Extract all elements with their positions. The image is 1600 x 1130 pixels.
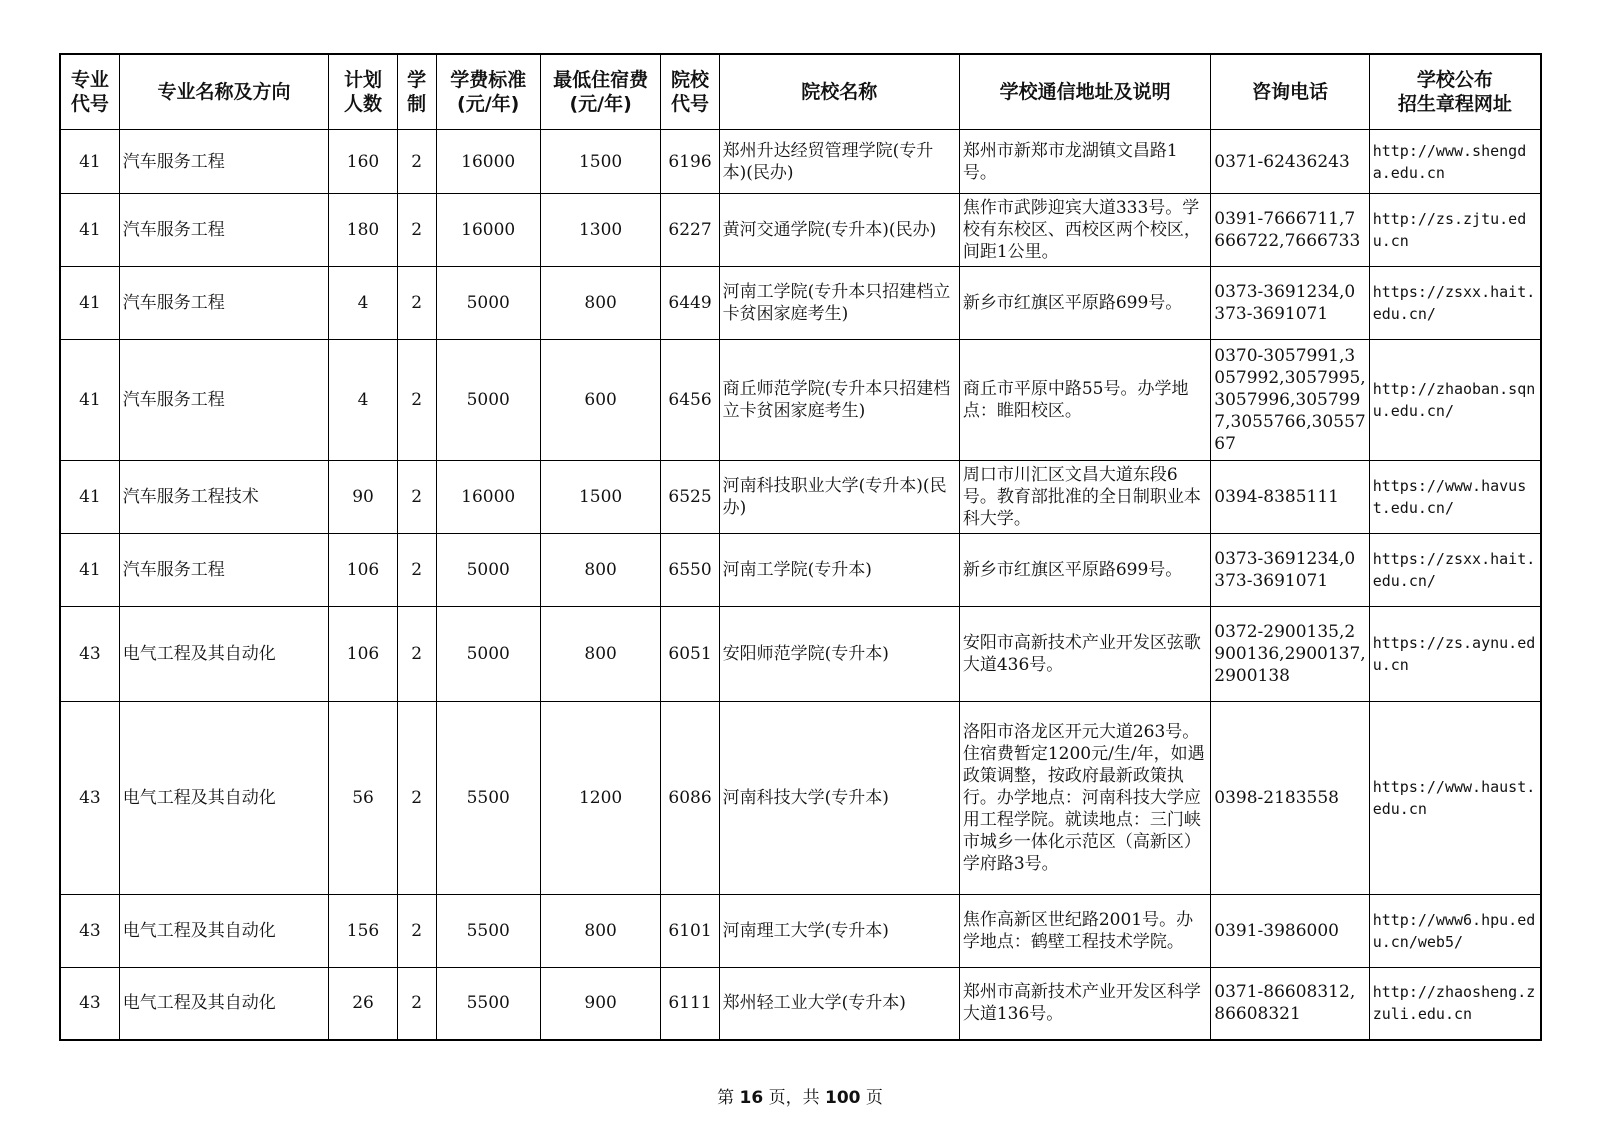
footer-prefix: 第 [717, 1088, 740, 1108]
tuition-cell: 16000 [436, 194, 540, 267]
school-code-cell: 6101 [661, 895, 719, 968]
header-cell: 专业名称及方向 [119, 54, 329, 130]
major-name-cell: 汽车服务工程 [119, 130, 329, 194]
dorm-fee-cell: 1300 [540, 194, 661, 267]
plan-count-cell: 4 [329, 340, 397, 461]
table-row [60, 968, 1541, 1040]
table-body [60, 130, 1541, 1040]
admissions-table [59, 53, 1542, 1041]
table-row [60, 461, 1541, 534]
footer-total-pages: 100 [824, 1088, 861, 1108]
school-code-cell: 6449 [661, 267, 719, 340]
dorm-fee-cell: 600 [540, 340, 661, 461]
plan-count-cell: 56 [329, 702, 397, 895]
url-cell: https://zsxx.hait.edu.cn/ [1369, 267, 1541, 340]
school-code-cell: 6227 [661, 194, 719, 267]
table-row [60, 194, 1541, 267]
address-cell: 洛阳市洛龙区开元大道263号。住宿费暂定1200元/生/年，如遇政策调整，按政府最新政策执行。办学地点：河南科技大学应用工程学院。就读地点：三门峡市城乡一体化示范区（高新区）学府路3号。 [959, 702, 1210, 895]
footer-page-number: 16 [739, 1088, 764, 1108]
school-name-cell: 商丘师范学院(专升本只招建档立卡贫困家庭考生) [719, 340, 959, 461]
table-row [60, 130, 1541, 194]
school-name-cell: 郑州升达经贸管理学院(专升本)(民办) [719, 130, 959, 194]
school-code-cell: 6550 [661, 534, 719, 607]
address-cell: 安阳市高新技术产业开发区弦歌大道436号。 [959, 607, 1210, 702]
school-name-cell: 安阳师范学院(专升本) [719, 607, 959, 702]
header-cell: 学校公布 招生章程网址 [1369, 54, 1541, 130]
phone-cell: 0398-2183558 [1211, 702, 1369, 895]
dorm-fee-cell: 900 [540, 968, 661, 1040]
major-code-cell: 41 [60, 534, 119, 607]
school-name-cell: 郑州轻工业大学(专升本) [719, 968, 959, 1040]
plan-count-cell: 26 [329, 968, 397, 1040]
address-cell: 郑州市新郑市龙湖镇文昌路1号。 [959, 130, 1210, 194]
header-cell: 学 制 [397, 54, 436, 130]
table-row [60, 267, 1541, 340]
duration-cell: 2 [397, 130, 436, 194]
major-code-cell: 41 [60, 340, 119, 461]
school-name-cell: 黄河交通学院(专升本)(民办) [719, 194, 959, 267]
phone-cell: 0373-3691234,0373-3691071 [1211, 534, 1369, 607]
phone-cell: 0391-7666711,7666722,7666733 [1211, 194, 1369, 267]
footer-suffix: 页 [860, 1088, 883, 1108]
address-cell: 焦作市武陟迎宾大道333号。学校有东校区、西校区两个校区，间距1公里。 [959, 194, 1210, 267]
school-name-cell: 河南理工大学(专升本) [719, 895, 959, 968]
major-code-cell: 41 [60, 194, 119, 267]
header-cell: 院校 代号 [661, 54, 719, 130]
dorm-fee-cell: 800 [540, 607, 661, 702]
plan-count-cell: 106 [329, 534, 397, 607]
school-code-cell: 6456 [661, 340, 719, 461]
dorm-fee-cell: 800 [540, 895, 661, 968]
major-name-cell: 汽车服务工程 [119, 194, 329, 267]
tuition-cell: 5500 [436, 702, 540, 895]
phone-cell: 0371-62436243 [1211, 130, 1369, 194]
header-cell: 最低住宿费 (元/年) [540, 54, 661, 130]
tuition-cell: 5500 [436, 968, 540, 1040]
address-cell: 周口市川汇区文昌大道东段6号。教育部批准的全日制职业本科大学。 [959, 461, 1210, 534]
duration-cell: 2 [397, 267, 436, 340]
plan-count-cell: 160 [329, 130, 397, 194]
phone-cell: 0372-2900135,2900136,2900137,2900138 [1211, 607, 1369, 702]
footer-middle: 页，共 [763, 1088, 825, 1108]
tuition-cell: 5500 [436, 895, 540, 968]
major-code-cell: 41 [60, 267, 119, 340]
header-cell: 学校通信地址及说明 [959, 54, 1210, 130]
header-cell: 专业 代号 [60, 54, 119, 130]
plan-count-cell: 156 [329, 895, 397, 968]
plan-count-cell: 90 [329, 461, 397, 534]
phone-cell: 0370-3057991,3057992,3057995,3057996,3057997,3055766,3055767 [1211, 340, 1369, 461]
plan-count-cell: 4 [329, 267, 397, 340]
address-cell: 焦作高新区世纪路2001号。办学地点：鹤壁工程技术学院。 [959, 895, 1210, 968]
url-cell: https://zs.aynu.edu.cn [1369, 607, 1541, 702]
plan-count-cell: 106 [329, 607, 397, 702]
school-name-cell: 河南工学院(专升本只招建档立卡贫困家庭考生) [719, 267, 959, 340]
duration-cell: 2 [397, 461, 436, 534]
duration-cell: 2 [397, 194, 436, 267]
major-code-cell: 43 [60, 895, 119, 968]
address-cell: 郑州市高新技术产业开发区科学大道136号。 [959, 968, 1210, 1040]
major-name-cell: 汽车服务工程 [119, 267, 329, 340]
school-name-cell: 河南科技职业大学(专升本)(民办) [719, 461, 959, 534]
major-name-cell: 汽车服务工程技术 [119, 461, 329, 534]
phone-cell: 0371-86608312,86608321 [1211, 968, 1369, 1040]
dorm-fee-cell: 1200 [540, 702, 661, 895]
dorm-fee-cell: 1500 [540, 130, 661, 194]
school-code-cell: 6111 [661, 968, 719, 1040]
table-row [60, 702, 1541, 895]
header-cell: 咨询电话 [1211, 54, 1369, 130]
header-cell: 院校名称 [719, 54, 959, 130]
duration-cell: 2 [397, 968, 436, 1040]
url-cell: http://zhaoban.sqnu.edu.cn/ [1369, 340, 1541, 461]
tuition-cell: 16000 [436, 461, 540, 534]
duration-cell: 2 [397, 340, 436, 461]
major-name-cell: 电气工程及其自动化 [119, 968, 329, 1040]
tuition-cell: 5000 [436, 340, 540, 461]
dorm-fee-cell: 800 [540, 267, 661, 340]
major-name-cell: 汽车服务工程 [119, 340, 329, 461]
url-cell: https://www.havust.edu.cn/ [1369, 461, 1541, 534]
phone-cell: 0391-3986000 [1211, 895, 1369, 968]
url-cell: https://zsxx.hait.edu.cn/ [1369, 534, 1541, 607]
url-cell: http://www6.hpu.edu.cn/web5/ [1369, 895, 1541, 968]
address-cell: 商丘市平原中路55号。办学地点：睢阳校区。 [959, 340, 1210, 461]
header-cell: 学费标准 (元/年) [436, 54, 540, 130]
major-code-cell: 41 [60, 130, 119, 194]
url-cell: http://zs.zjtu.edu.cn [1369, 194, 1541, 267]
major-code-cell: 43 [60, 607, 119, 702]
dorm-fee-cell: 800 [540, 534, 661, 607]
table-row [60, 895, 1541, 968]
duration-cell: 2 [397, 702, 436, 895]
major-name-cell: 电气工程及其自动化 [119, 895, 329, 968]
url-cell: http://zhaosheng.zzuli.edu.cn [1369, 968, 1541, 1040]
major-name-cell: 电气工程及其自动化 [119, 702, 329, 895]
duration-cell: 2 [397, 895, 436, 968]
phone-cell: 0373-3691234,0373-3691071 [1211, 267, 1369, 340]
major-code-cell: 41 [60, 461, 119, 534]
school-code-cell: 6525 [661, 461, 719, 534]
url-cell: http://www.shengda.edu.cn [1369, 130, 1541, 194]
table-row [60, 607, 1541, 702]
school-name-cell: 河南工学院(专升本) [719, 534, 959, 607]
header-cell: 计划 人数 [329, 54, 397, 130]
tuition-cell: 16000 [436, 130, 540, 194]
major-name-cell: 电气工程及其自动化 [119, 607, 329, 702]
dorm-fee-cell: 1500 [540, 461, 661, 534]
major-code-cell: 43 [60, 968, 119, 1040]
school-code-cell: 6086 [661, 702, 719, 895]
plan-count-cell: 180 [329, 194, 397, 267]
url-cell: https://www.haust.edu.cn [1369, 702, 1541, 895]
header-row [60, 54, 1541, 130]
school-name-cell: 河南科技大学(专升本) [719, 702, 959, 895]
tuition-cell: 5000 [436, 534, 540, 607]
tuition-cell: 5000 [436, 267, 540, 340]
phone-cell: 0394-8385111 [1211, 461, 1369, 534]
duration-cell: 2 [397, 534, 436, 607]
school-code-cell: 6196 [661, 130, 719, 194]
major-name-cell: 汽车服务工程 [119, 534, 329, 607]
table-row [60, 340, 1541, 461]
page-footer [0, 1083, 1600, 1108]
school-code-cell: 6051 [661, 607, 719, 702]
address-cell: 新乡市红旗区平原路699号。 [959, 267, 1210, 340]
duration-cell: 2 [397, 607, 436, 702]
address-cell: 新乡市红旗区平原路699号。 [959, 534, 1210, 607]
tuition-cell: 5000 [436, 607, 540, 702]
table-row [60, 534, 1541, 607]
major-code-cell: 43 [60, 702, 119, 895]
